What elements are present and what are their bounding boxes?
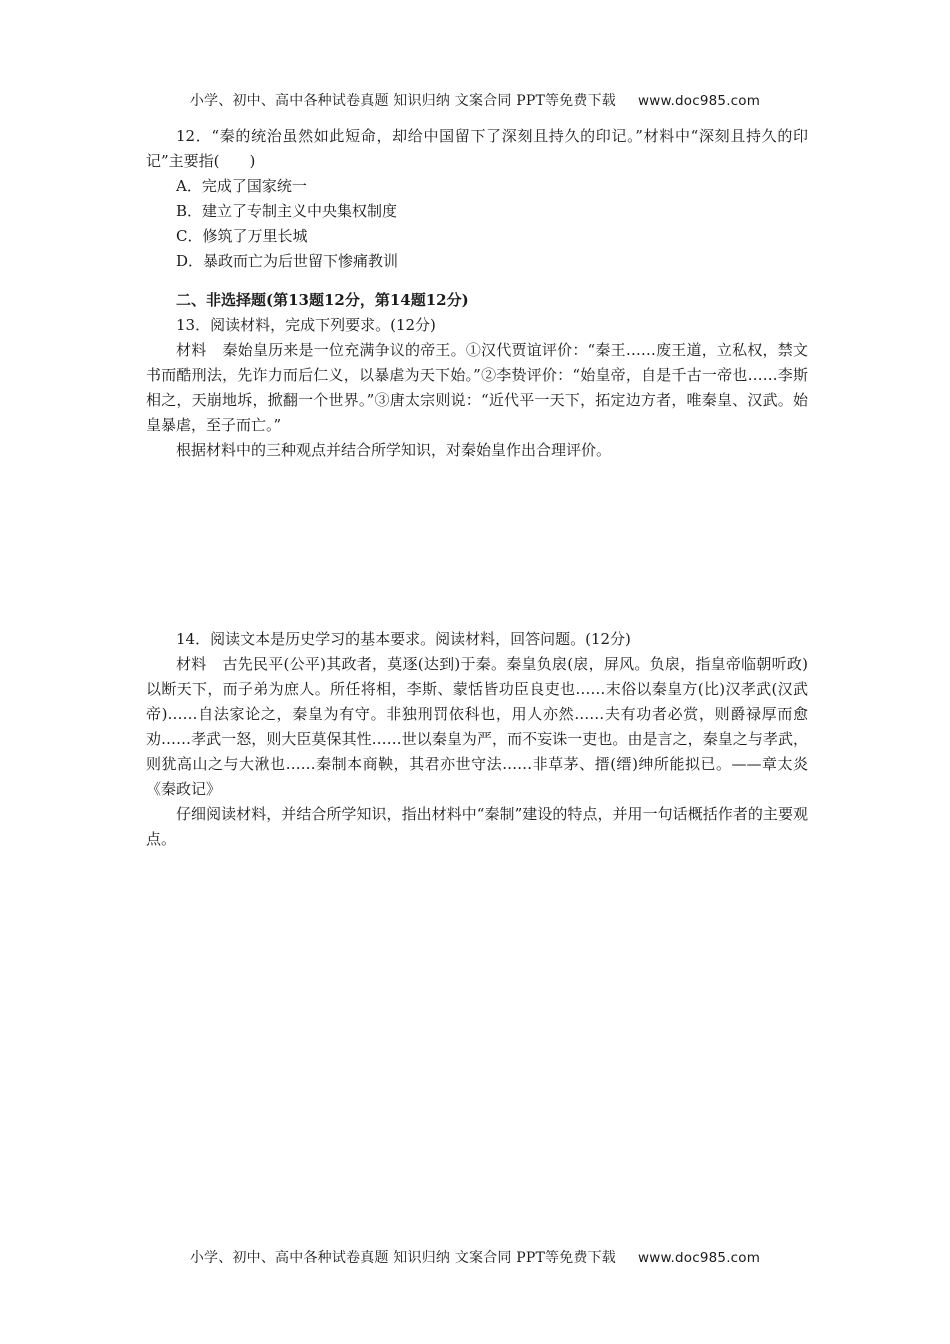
question-12-option-b: B．建立了专制主义中央集权制度 [176, 202, 398, 220]
question-12-stem: 12．“秦的统治虽然如此短命，却给中国留下了深刻且持久的印记。”材料中“深刻且持久的印记”主要指( ) [146, 127, 808, 170]
question-13 [146, 313, 808, 627]
header-text: 小学、初中、高中各种试卷真题 知识归纳 文案合同 PPT等免费下载 [189, 93, 616, 109]
question-12-option-d: D．暴政而亡为后世留下惨痛教训 [176, 252, 399, 270]
question-13-material [146, 338, 808, 438]
material-label: 材料 [176, 341, 207, 359]
question-14-material [146, 652, 808, 802]
exam-content [146, 124, 808, 852]
question-14 [146, 627, 808, 852]
footer-site-link[interactable]: www.doc985.com [638, 1250, 761, 1266]
footer-text: 小学、初中、高中各种试卷真题 知识归纳 文案合同 PPT等免费下载 [189, 1250, 616, 1266]
question-14-material-text: 古先民平(公平)其政者，莫逐(达到)于秦。秦皇负扆(扆，屏风。负扆，指皇帝临朝听政)以断天下，而子弟为庶人。所任将相，李斯、蒙恬皆功臣良吏也……末俗以秦皇方(比)汉孝武(汉武帝)……自法家论之，秦皇为有守。非独刑罚依科也，用人亦然……夫有功者必赏，则爵禄厚而愈劝……孝武一怒，则大臣莫保其性……世以秦皇为严，而不妄诛一吏也。由是言之，秦皇之与孝武，则犹高山之与大湫也……秦制本商鞅，其君亦世守法……非草茅、搢(缙)绅所能拟已。——章太炎《秦政记》 [146, 655, 808, 798]
question-14-stem: 14．阅读文本是历史学习的基本要求。阅读材料，回答问题。(12分) [176, 630, 631, 648]
question-13-material-text: 秦始皇历来是一位充满争议的帝王。①汉代贾谊评价：“秦王……废王道，立私权，禁文书而酷刑法，先诈力而后仁义，以暴虐为天下始。”②李贽评价：“始皇帝，自是千古一帝也……李斯相之，天崩地坼，掀翻一个世界。”③唐太宗则说：“近代平一天下，拓定边方者，唯秦皇、汉武。始皇暴虐，至子而亡。” [146, 341, 808, 434]
question-12-option-a: A．完成了国家统一 [176, 177, 307, 195]
answer-space [146, 463, 808, 627]
question-12 [146, 124, 808, 274]
question-13-prompt: 根据材料中的三种观点并结合所学知识，对秦始皇作出合理评价。 [176, 441, 612, 459]
material-label: 材料 [176, 655, 207, 673]
question-12-option-c: C．修筑了万里长城 [176, 227, 308, 245]
section-title-non-choice: 二、非选择题(第13题12分，第14题12分) [176, 291, 469, 309]
question-14-prompt: 仔细阅读材料，并结合所学知识，指出材料中“秦制”建设的特点，并用一句话概括作者的主要观点。 [146, 805, 808, 848]
page-header [0, 90, 950, 110]
question-13-stem: 13．阅读材料，完成下列要求。(12分) [176, 316, 436, 334]
page-footer [0, 1247, 950, 1267]
header-site-link[interactable]: www.doc985.com [638, 93, 761, 109]
